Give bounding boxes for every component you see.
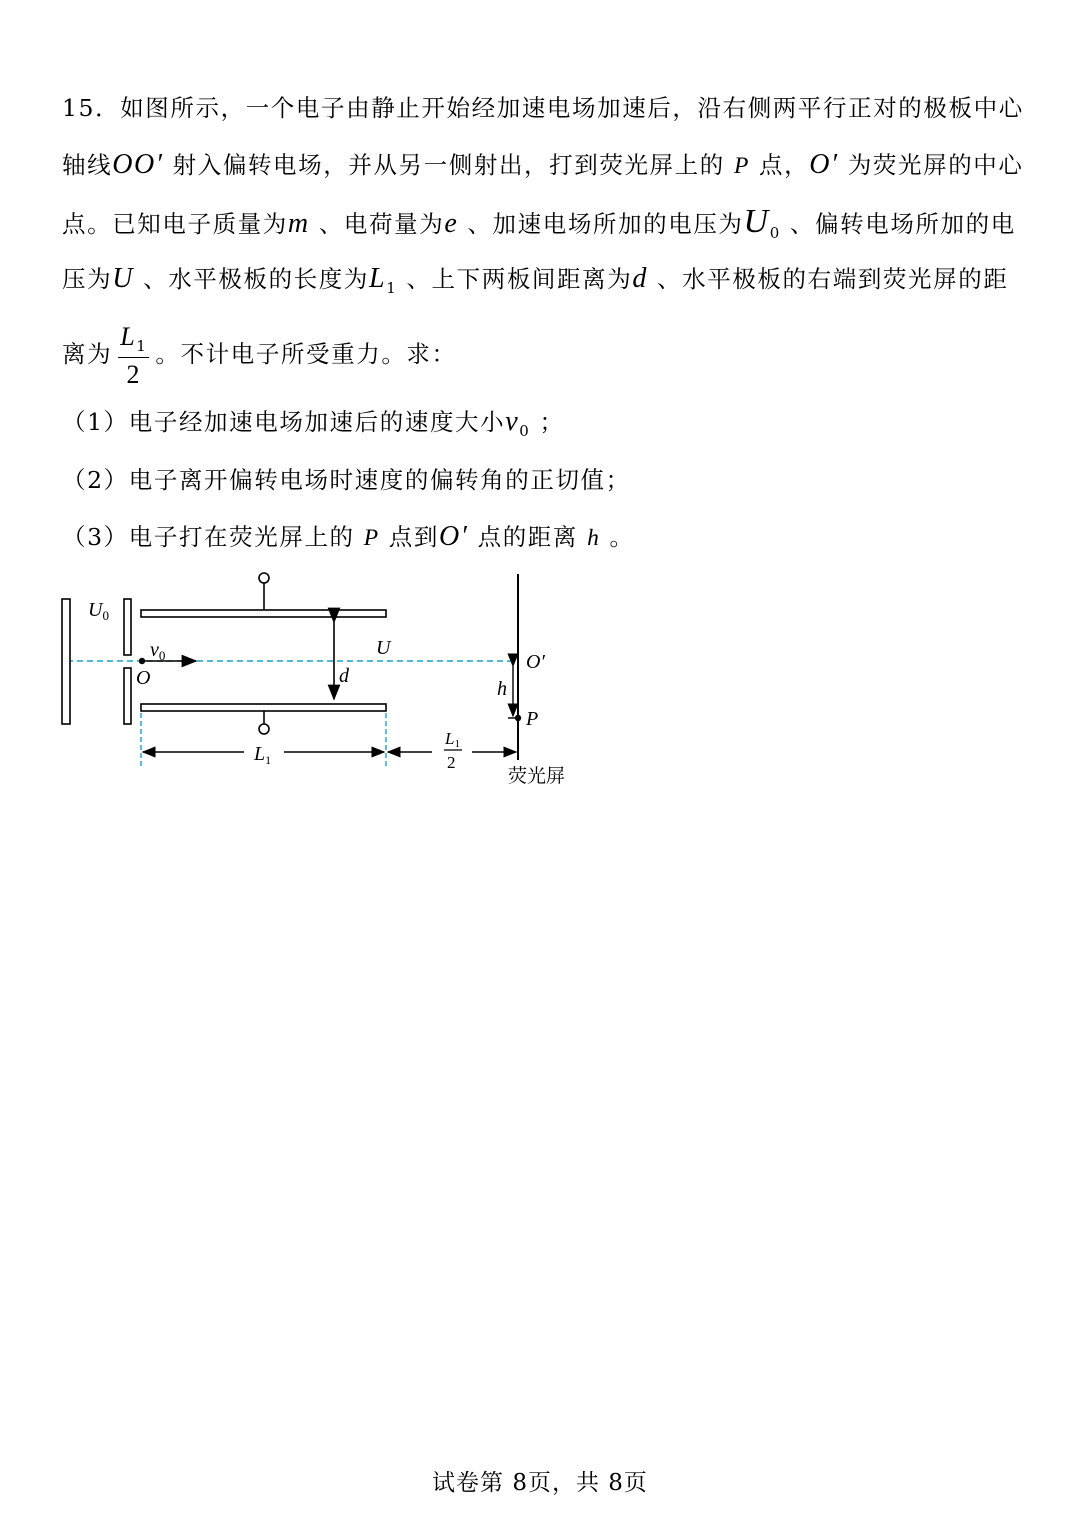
problem-line-4: 压为U 、水平极板的长度为$L_1$ 、上下两板间距离为d 、水平极板的右端到荧光屏的距 [62,263,1009,297]
question-1: （1）电子经加速电场加速后的速度大小$v_0$ ； [62,406,565,440]
deflection-plate-upper [141,610,386,617]
mass-m: m [287,208,310,239]
length-l1: L [369,263,387,294]
accelerating-plate-lower [124,668,131,724]
label-o-prime: O′ [526,651,545,673]
accelerating-plate-upper [124,599,131,655]
question-2: （2）电子离开偏转电场时速度的偏转角的正切值； [62,466,631,494]
problem-number: 15． [62,94,121,122]
problem-line-5: 离为 $\frac{L_1}{2}$ 。不计电子所受重力。求： [62,321,457,389]
terminal-lower [259,724,269,734]
problem-line-2: 轴线OO′ 射入偏转电场，并从另一侧射出，打到荧光屏上的 P 点，O′ 为荧光屏的中心 [62,149,1024,180]
label-u: U [376,637,391,659]
label-screen: 荧光屏 [508,765,566,787]
fraction-l1-over-2: $\frac{L_1}{2}$ [120,321,148,389]
label-l1: $L_1$ [254,743,272,767]
point-p: P [733,153,750,179]
problem-line-3: 点。已知电子质量为m 、电荷量为e 、加速电场所加的电压为$U_0$ 、偏转电场所加的电 [62,203,1016,242]
physics-diagram [0,560,620,800]
charge-e: e [444,208,459,239]
terminal-upper [259,573,269,583]
label-h: h [497,678,507,700]
label-v0: $v_0$ [150,639,166,663]
page-footer: 试卷第 8页，共 8页 [432,1470,648,1496]
voltage-u: U [112,263,135,294]
distance-d: d [632,263,648,294]
label-half-num: L1 [445,729,460,750]
axis-oo-prime: OO′ [112,149,164,180]
label-u0: $U_0$ [88,599,109,623]
label-d: d [339,665,349,687]
question-3: （3）电子打在荧光屏上的 P 点到O′ 点的距离 h 。 [62,521,635,552]
point-o-prime: O′ [809,149,839,180]
problem-line-1: 15．如图所示，一个电子由静止开始经加速电场加速后，沿右侧两平行正对的极板中心 [62,94,1024,122]
label-p: P [526,708,539,730]
deflection-plate-lower [141,704,386,711]
label-half-den: 2 [447,753,456,772]
velocity-v0: v [505,406,520,437]
point-p-dot [515,715,521,721]
accelerating-plate-left [62,599,70,724]
voltage-u0: U [743,203,770,240]
label-o: O [136,667,151,689]
